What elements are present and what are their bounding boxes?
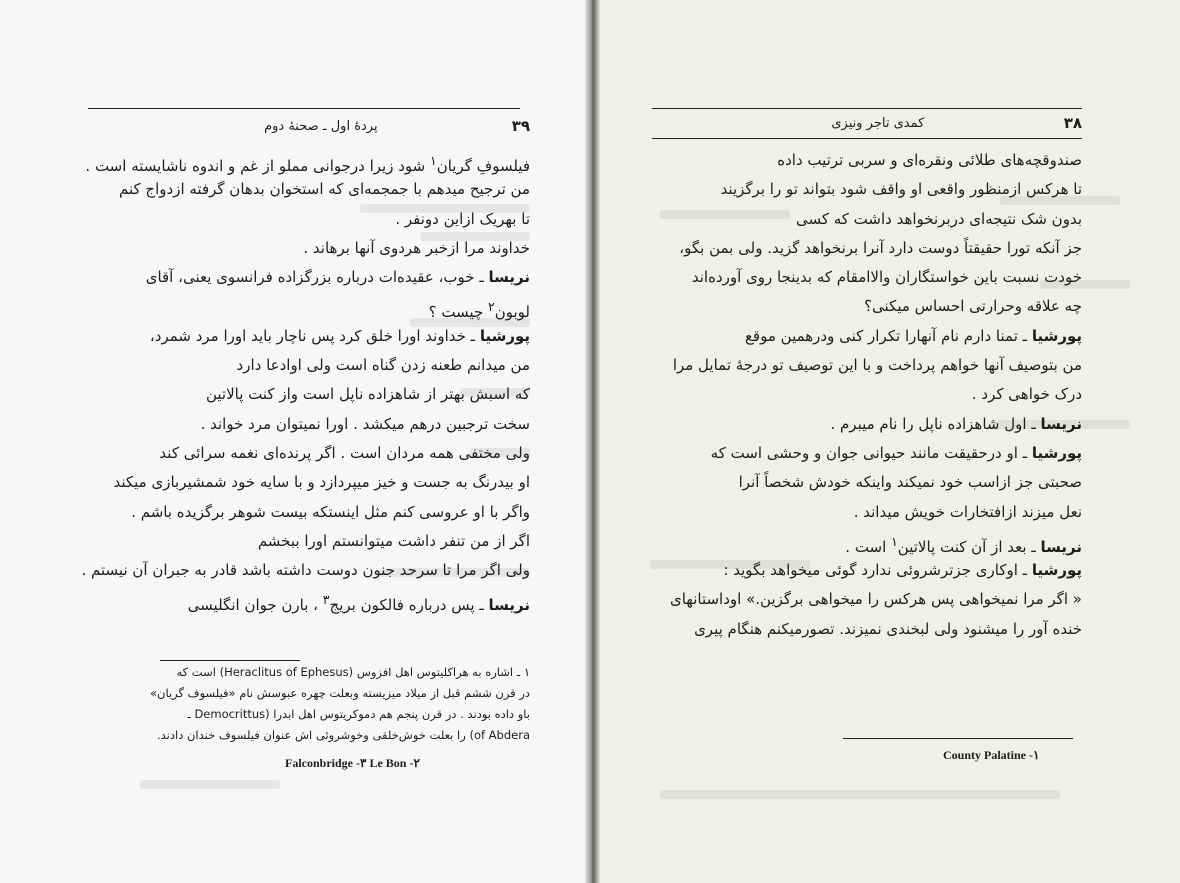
left-page-number: ۳۹ xyxy=(511,117,530,135)
left-footnote-rule xyxy=(160,660,300,661)
left-header-rule xyxy=(88,108,520,109)
text-line: خداوند مرا ازخبر هردوی آنها برهاند . xyxy=(303,238,530,257)
text-line: تا بهریک ازاین دونفر . xyxy=(395,209,530,228)
text-line: نریسا ـ بعد از آن کنت پالاتین$^۱$ است . xyxy=(845,533,1082,556)
left-running-title: پردهٔ اول ـ صحنهٔ دوم xyxy=(264,118,378,134)
left-page xyxy=(0,0,585,883)
footnote-line: ۱ ـ اشاره به هراکلیتوس اهل افزوس (Heraclitus of Ephesus) است که xyxy=(176,665,530,679)
book-gutter xyxy=(585,0,600,883)
left-running-header xyxy=(90,113,530,139)
text-line: لوبون$^۲$ چیست ؟ xyxy=(428,299,530,322)
text-line: « اگر مرا نمیخواهی پس هرکس را میخواهی برگزین.» اوداستانهای xyxy=(669,590,1082,609)
text-line: نریسا ـ اول شاهزاده ناپل را نام میبرم . xyxy=(830,414,1082,433)
left-footnote-refs: Falconbridge -۳ Le Bon -۲ xyxy=(285,756,420,770)
right-page xyxy=(600,0,1180,883)
text-line: پورشیا ـ او درحقیقت مانند حیوانی جوان و وحشی است که xyxy=(710,443,1082,462)
text-line: سخت ترجبین درهم میکشد . اورا نمیتوان مرد خواند . xyxy=(200,414,530,433)
right-page-number: ۳۸ xyxy=(1063,114,1082,132)
text-line: نریسا ـ خوب، عقیده‌ات درباره بزرگزاده فرانسوی یعنی، آقای xyxy=(145,268,530,287)
text-line: صحبتی جز ازاسب خود نمیکند واینکه خودش شخصاً آنرا xyxy=(738,473,1082,492)
right-running-title: کمدی تاجر ونیزی xyxy=(831,115,925,131)
text-line: او بیدرنگ به جست و خیز میپردازد و با سایه خود شمشیربازی میکند xyxy=(113,473,530,492)
text-line: صندوقچه‌های طلائی ونقره‌ای و سربی ترتیب داده xyxy=(777,151,1082,169)
text-line: خنده آور را میشنود ولی لبخندی نمیزند. تصورمیکنم هنگام پیری xyxy=(694,619,1082,638)
text-line: من بتوصیف آنها خواهم پرداخت و با این توصیف تو درجهٔ تمایل مرا xyxy=(672,356,1082,375)
text-line: نریسا ـ پس درباره فالکون بریج$^۳$ ، بارن جوان انگلیسی xyxy=(187,592,530,615)
right-running-header xyxy=(652,110,1082,136)
text-line: درک خواهی کرد . xyxy=(971,385,1082,404)
text-line: چه علاقه وحرارتی احساس میکنی؟ xyxy=(864,297,1082,316)
text-line: من میدانم طعنه زدن گناه است ولی اوادعا دارد xyxy=(236,356,530,375)
text-line: پورشیا ـ تمنا دارم نام آنهارا تکرار کنی ودرهمین موقع xyxy=(744,326,1082,345)
text-line: خودت نسبت باین خواستگاران والاامقام که بدینجا روی آورده‌اند xyxy=(691,268,1082,287)
text-line: جز آنکه تورا حقیقتاً دوست دارد آنرا برنخواهد گزید. ولی بمن بگو، xyxy=(679,238,1082,257)
text-line: پورشیا ـ اوکاری جزترشروئی ندارد گوئی میخواهد بگوید : xyxy=(723,561,1082,580)
footnote-line: در قرن ششم قبل از میلاد میزیسته وبعلت چهره عبوسش نام «فیلسوف گریان» xyxy=(150,686,530,700)
text-line: تا هرکس ازمنظور واقعی او واقف شود بتواند تو را برگزیند xyxy=(720,180,1082,199)
footnote-line: of Abdera) را بعلت خوش‌خلقی وخوشروئی اش عنوان فیلسوف خندان دادند. xyxy=(156,728,530,742)
right-footnote-ref: County Palatine -۱ xyxy=(943,748,1040,762)
text-line: فیلسوفِ گریان$^۱$ شود زیرا درجوانی مملو از غم و اندوه ناشایسته است . xyxy=(85,153,530,175)
text-line: من ترجیح میدهم با جمجمه‌ای که استخوان بدهان گرفته ازدواج کنم xyxy=(119,180,530,199)
text-line: بدون شک نتیجه‌ای دربرنخواهد داشت که کسی xyxy=(795,209,1082,228)
left-footnotes xyxy=(95,662,530,746)
text-line: پورشیا ـ خداوند اورا خلق کرد پس ناچار باید اورا مرد شمرد، xyxy=(149,326,530,345)
left-body-text xyxy=(81,146,530,615)
text-line: نعل میزند ازافتخارات خویش میداند . xyxy=(853,502,1082,521)
text-line: ولی اگر مرا تا سرحد جنون دوست داشته باشد قادر به جبران آن نیستم . xyxy=(81,561,530,580)
footnote-line: باو داده بودند . در قرن پنجم هم دموکریتوس اهل ابدرا (Democrittus ـ xyxy=(187,707,530,721)
text-line: که اسبش بهتر از شاهزاده ناپل است واز کنت پالاتین xyxy=(205,385,530,404)
right-header-rule xyxy=(652,108,1082,109)
text-line: اگر از من تنفر داشت میتوانستم اورا ببخشم xyxy=(257,531,530,550)
right-body-text xyxy=(652,146,1082,644)
right-header-underline xyxy=(652,138,1082,139)
text-line: ولی مختفی همه مردان است . اگر پرنده‌ای نغمه سرائی کند xyxy=(159,443,530,462)
right-footnote-rule xyxy=(843,738,1073,739)
text-line: واگر با او عروسی کنم مثل اینستکه بیست شوهر برگزیده باشم . xyxy=(131,502,530,521)
